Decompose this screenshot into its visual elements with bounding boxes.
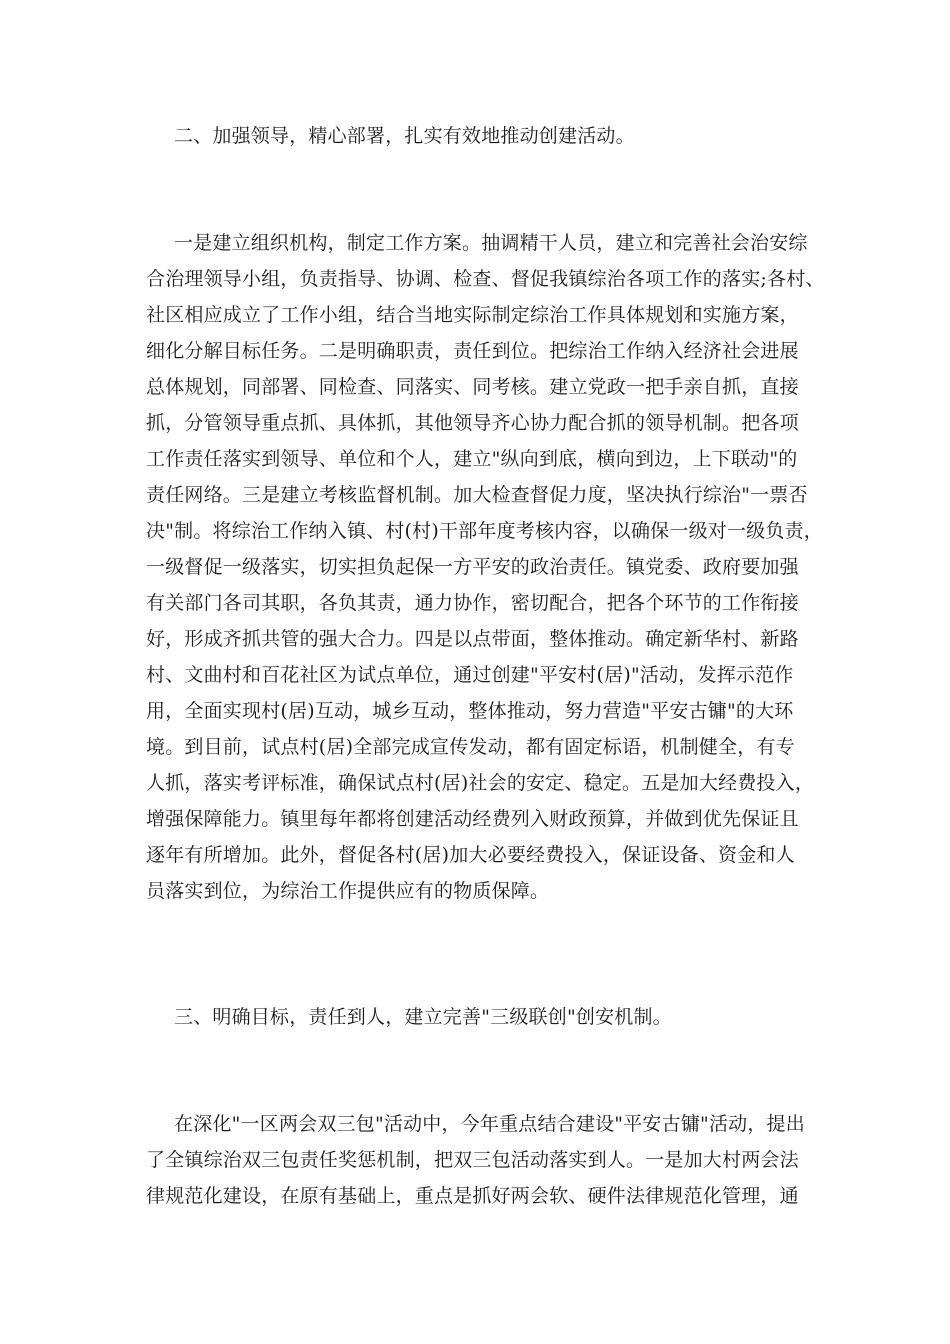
paragraph-line: 总体规划，同部署、同检查、同落实、同考核。建立党政一把手亲自抓，直接 — [146, 376, 799, 398]
section-heading-two: 二、加强领导，精心部署，扎实有效地推动创建活动。 — [174, 125, 635, 147]
paragraph-line: 一是建立组织机构，制定工作方案。抽调精干人员，建立和完善社会治安综 — [174, 232, 808, 254]
paragraph-line: 决"制。将综治工作纳入镇、村(村)干部年度考核内容，以确保一级对一级负责， — [146, 520, 823, 542]
paragraph-line: 员落实到位，为综治工作提供应有的物质保障。 — [146, 880, 550, 902]
paragraph-line: 一级督促一级落实，切实担负起保一方平安的政治责任。镇党委、政府要加强 — [146, 556, 799, 578]
paragraph-line: 工作责任落实到领导、单位和个人，建立"纵向到底，横向到边，上下联动"的 — [146, 448, 798, 470]
paragraph-line: 村、文曲村和百花社区为试点单位，通过创建"平安村(居)"活动，发挥示范作 — [146, 664, 794, 686]
section-heading-three: 三、明确目标，责任到人，建立完善"三级联创"创安机制。 — [174, 1006, 672, 1028]
paragraph-line: 有关部门各司其职，各负其责，通力协作，密切配合，把各个环节的工作衔接 — [146, 592, 799, 614]
paragraph-line: 合治理领导小组，负责指导、协调、检查、督促我镇综治各项工作的落实;各村、 — [146, 268, 825, 290]
paragraph-line: 抓，分管领导重点抓、具体抓，其他领导齐心协力配合抓的领导机制。把各项 — [146, 412, 799, 434]
paragraph-line: 境。到目前，试点村(居)全部完成宣传发动，都有固定标语，机制健全，有专 — [146, 736, 795, 758]
paragraph-line: 社区相应成立了工作小组，结合当地实际制定综治工作具体规划和实施方案， — [146, 304, 799, 326]
paragraph-line: 逐年有所增加。此外，督促各村(居)加大必要经费投入，保证设备、资金和人 — [146, 844, 795, 866]
paragraph-line: 了全镇综治双三包责任奖惩机制，把双三包活动落实到人。一是加大村两会法 — [146, 1149, 799, 1171]
paragraph-line: 用，全面实现村(居)互动，城乡互动，整体推动，努力营造"平安古镛"的大环 — [146, 700, 794, 722]
paragraph-line: 在深化"一区两会双三包"活动中，今年重点结合建设"平安古镛"活动，提出 — [174, 1113, 805, 1135]
paragraph-line: 律规范化建设，在原有基础上，重点是抓好两会软、硬件法律规范化管理，通 — [146, 1185, 799, 1207]
paragraph-line: 人抓，落实考评标准，确保试点村(居)社会的安定、稳定。五是加大经费投入， — [146, 772, 815, 794]
paragraph-line: 责任网络。三是建立考核监督机制。加大检查督促力度，坚决执行综治"一票否 — [146, 484, 808, 506]
paragraph-line: 细化分解目标任务。二是明确职责，责任到位。把综治工作纳入经济社会进展 — [146, 340, 799, 362]
paragraph-line: 增强保障能力。镇里每年都将创建活动经费列入财政预算，并做到优先保证且 — [146, 808, 799, 830]
paragraph-line: 好，形成齐抓共管的强大合力。四是以点带面，整体推动。确定新华村、新路 — [146, 628, 799, 650]
